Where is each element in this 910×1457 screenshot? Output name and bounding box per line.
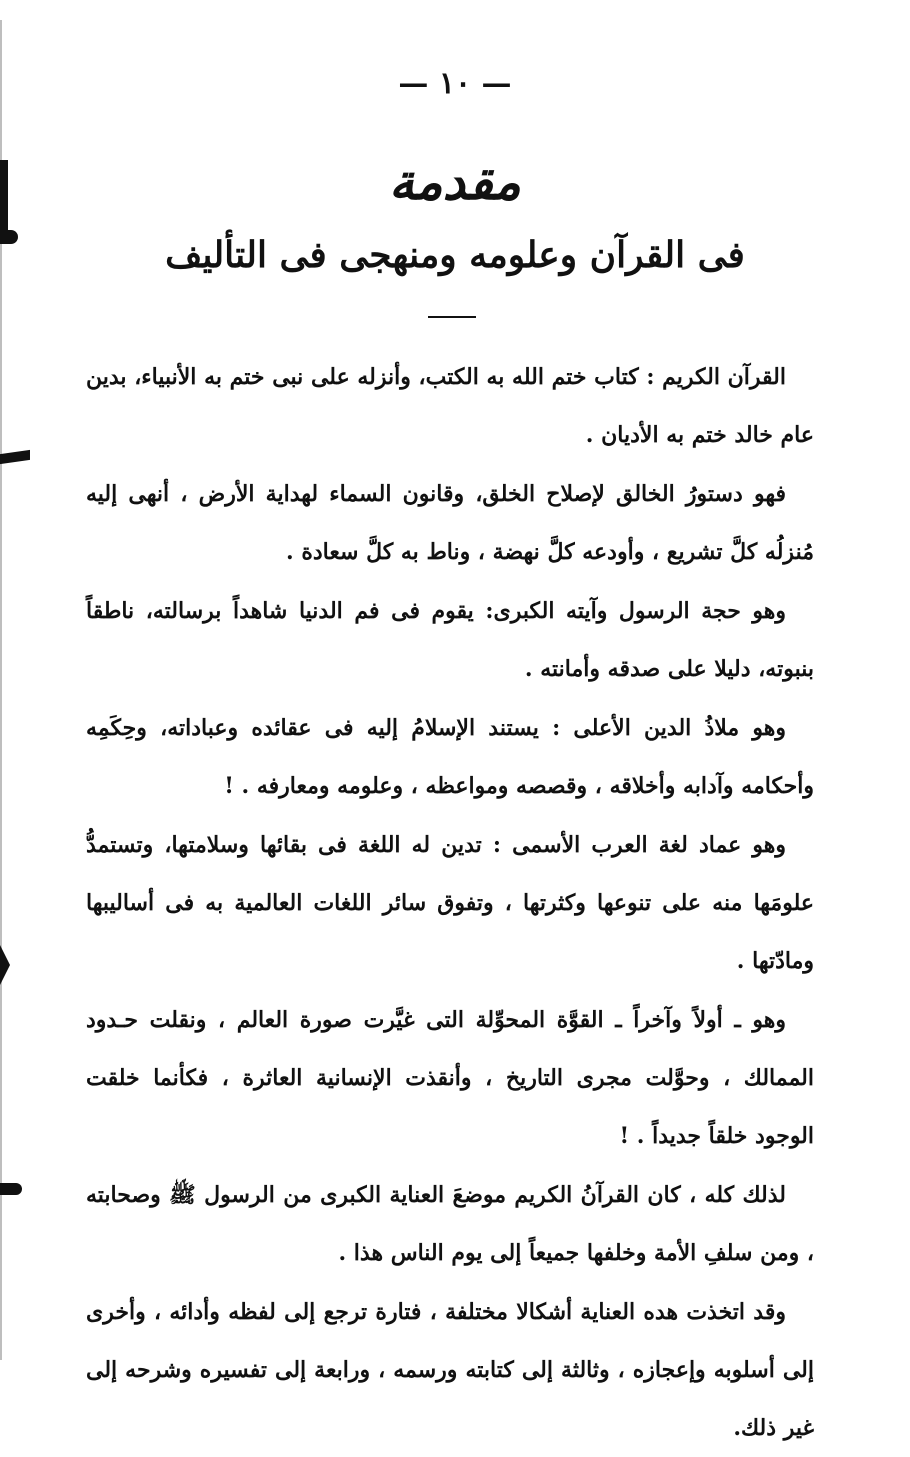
paragraph: لذلك كله ، كان القرآنُ الكريم موضعَ العناية الكبرى من الرسول ﷺ وصحابته ، ومن سلفِ الأمة وخلفها جميعاً إلى يوم الناس هذا .: [86, 1182, 814, 1266]
scan-edge-mark: [0, 1183, 22, 1195]
paragraph: القرآن الكريم : كتاب ختم الله به الكتب، وأنزله على نبى ختم به الأنبياء، بدين عام خالد ختم به الأديان .: [86, 364, 814, 448]
scan-edge-mark: [0, 450, 30, 464]
paragraph: وهو حجة الرسول وآيته الكبرى: يقوم فى فم الدنيا شاهداً برسالته، ناطقاً بنبوته، دليلا على صدقه وأمانته .: [86, 598, 814, 682]
page-subtitle: فى القرآن وعلومه ومنهجى فى التأليف: [165, 234, 745, 276]
page-number: — ١٠ —: [398, 66, 512, 101]
paragraph: فهو دستورُ الخالق لإصلاح الخلق، وقانون السماء لهداية الأرض ، أنهى إليه مُنزلُه كلَّ تشريع ، وأودعه كلَّ نهضة ، وناط به كلَّ سعادة .: [86, 481, 814, 565]
page-title: مقدمة: [389, 152, 521, 211]
paragraph: وهو عماد لغة العرب الأسمى : تدين له اللغة فى بقائها وسلامتها، وتستمدُّ علومَها منه على تنوعها وكثرتها ، وتفوق سائر اللغات العالمية به فى أساليبها ومادّتها .: [86, 832, 814, 974]
paragraph: وهو ملاذُ الدين الأعلى : يستند الإسلامُ إليه فى عقائده وعباداته، وحِكَمِه وأحكامه وآدابه وأخلاقه ، وقصصه ومواعظه ، وعلومه ومعارفه . !: [86, 715, 814, 799]
body-text: [86, 348, 814, 1457]
paragraph: وهو ـ أولاً وآخراً ـ القوَّة المحوِّلة التى غيَّرت صورة العالم ، ونقلت حـدود الممالك ، وحوَّلت مجرى التاريخ ، وأنقذت الإنسانية العاثرة ، فكأنما خلقت الوجود خلقاً جديداً . !: [86, 1007, 814, 1149]
scan-edge-mark: [0, 945, 10, 985]
title-divider: [428, 316, 476, 318]
paragraph: وقد اتخذت هده العناية أشكالا مختلفة ، فتارة ترجع إلى لفظه وأدائه ، وأخرى إلى أسلوبه وإعجازه ، وثالثة إلى كتابته ورسمه ، ورابعة إلى تفسيره وشرحه إلى غير ذلك.: [86, 1299, 814, 1441]
